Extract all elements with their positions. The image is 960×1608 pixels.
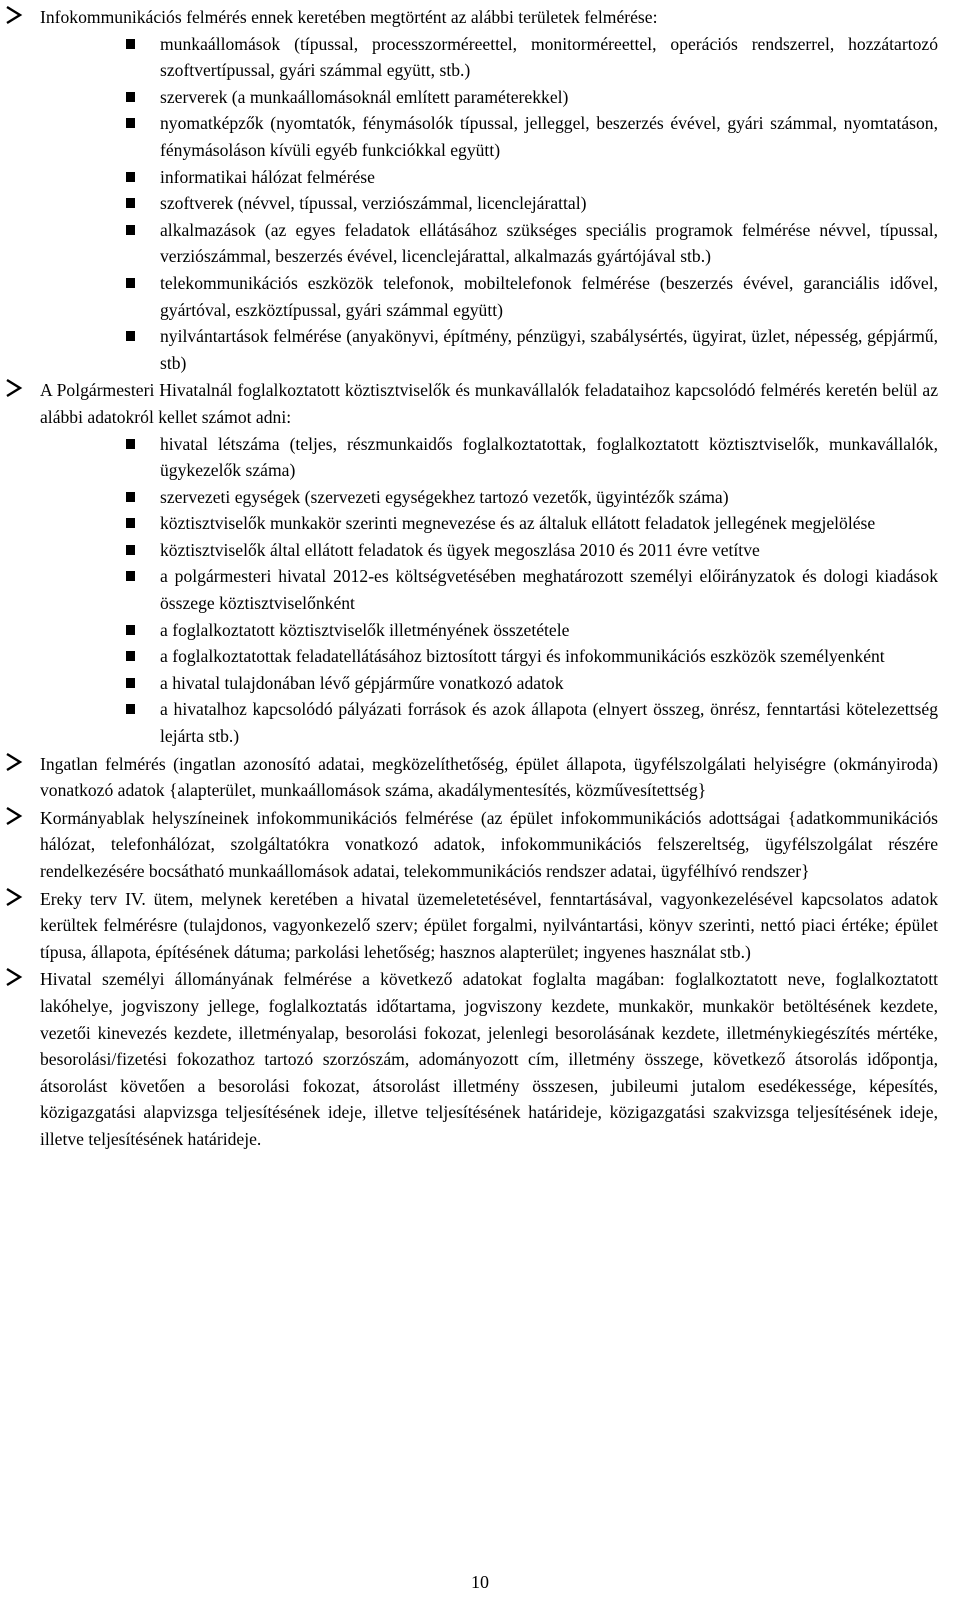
list-item xyxy=(4,484,938,511)
section-text: Hivatal személyi állományának felmérése a következő adatokat foglalta magában: foglalkoztatott neve, foglalkoztatott lakóhelye, jogviszony jellege, foglalkoztatás időtartama, jogviszony kezdete, munkakör, munkakör betöltésének kezdete, vezetői kinevezés kezdete, illetményalap, besorolási fokozat, jelenlegi besorolásának kezdete, illetménykiegészítés mértéke, besorolási/fizetési fokozathoz tartozó szorzószám, adományozott cím, illetmény összege, következő átsorolás időpontja, átsorolást követően a besorolási fokozat, átsorolást illetmény összesen, jubileumi jutalom esedékessége, képesítés, közigazgatási alapvizsga teljesítésének ideje, illetve teljesítésének határideje, közigazgatási szakvizsga teljesítésének ideje, illetve teljesítésének határideje. xyxy=(40,969,938,1149)
square-bullet-icon xyxy=(126,331,135,341)
list-item-text: köztisztviselők munkakör szerinti megnevezése és az általuk ellátott feladatok jellegének megjelölése xyxy=(160,513,876,534)
square-bullet-icon xyxy=(126,92,135,102)
list-item xyxy=(4,31,938,84)
square-bullet-icon xyxy=(126,198,135,208)
list-item-text: a foglalkoztatott köztisztviselők illetményének összetétele xyxy=(160,619,570,640)
section-paragraph xyxy=(4,886,938,966)
list-item-text: nyomatképzők (nyomtatók, fénymásolók típussal, jelleggel, beszerzés évével, gyári számmal, nyomtatáson, fénymásoláson kívüli egyéb funkciókkal együtt) xyxy=(160,113,938,160)
list-item-text: a polgármesteri hivatal 2012-es költségvetésében meghatározott személyi előirányzatok és dologi kiadások összege köztisztviselőnként xyxy=(160,566,938,614)
list-item xyxy=(4,217,938,270)
list-item-text: nyilvántartások felmérése (anyakönyvi, építmény, pénzügyi, szabálysértés, ügyirat, üzlet, népesség, gépjármű, stb) xyxy=(160,326,938,373)
document-body xyxy=(4,4,938,1153)
section-text: Ereky terv IV. ütem, melynek keretében a hivatal üzemeletetésével, fenntartásával, vagyonkezelésével kapcsolatos adatok kerültek felmérésre (tulajdonos, vagyonkezelő szerv; épület forgalmi, nyilvántartási, könyv szerinti, nettó piaci értéke; épület típusa, állapota, építésének dátuma; parkolási lehetőség; hasznos alapterület; ingyenes használat stb.) xyxy=(40,888,938,962)
section-text: Kormányablak helyszíneinek infokommunikációs felmérése (az épület infokommunikációs adottságai {adatkommunikációs hálózat, telefonhálózat, szolgáltatókra vonatkozó adatok, infokommunikációs felszereltség, ügyfélszolgálat részére rendelkezésére bocsátható munkaállomások adatai, telekommunikációs rendszer adatai, ügyfélhívó rendszer} xyxy=(40,807,938,881)
square-bullet-icon xyxy=(126,225,135,235)
list-item xyxy=(4,670,938,697)
list-item xyxy=(4,84,938,111)
list-item-text: a foglalkoztatottak feladatellátásához biztosított tárgyi és infokommunikációs eszközök személyenként xyxy=(160,646,885,667)
list-item-text: a hivatalhoz kapcsolódó pályázati források és azok állapota (elnyert összeg, önrész, fenntartási kötelezettség lejárta stb.) xyxy=(160,699,938,747)
list-item xyxy=(4,537,938,564)
square-bullet-icon xyxy=(126,439,135,449)
square-bullet-icon xyxy=(126,278,135,288)
section-paragraph xyxy=(4,4,938,376)
section-text: Infokommunikációs felmérés ennek keretében megtörtént az alábbi területek felmérése: xyxy=(40,7,658,27)
list-item xyxy=(4,563,938,616)
list-item xyxy=(4,696,938,749)
square-bullet-icon xyxy=(126,651,135,661)
list-item-text: szerverek (a munkaállomásoknál említett paraméterekkel) xyxy=(160,86,569,107)
list-item-text: szoftverek (névvel, típussal, verziószámmal, licenclejárattal) xyxy=(160,193,587,214)
square-bullet-icon xyxy=(126,625,135,635)
square-bullet-icon xyxy=(126,39,135,49)
section-paragraph xyxy=(4,751,938,804)
square-bullet-icon xyxy=(126,571,135,581)
square-bullet-icon xyxy=(126,678,135,688)
list-item-text: alkalmazások (az egyes feladatok ellátásához szükséges speciális programok felmérése névvel, típussal, verziószámmal, beszerzés évével, licenclejárattal, alkalmazás gyártójával stb.) xyxy=(160,219,938,267)
list-item-text: telekommunikációs eszközök telefonok, mobiltelefonok felmérése (beszerzés évével, garanciális idővel, gyártóval, eszköztípussal, gyári számmal együtt) xyxy=(160,272,938,320)
arrow-bullet-icon xyxy=(4,886,28,912)
list-item xyxy=(4,431,938,484)
square-bullet-icon xyxy=(126,704,135,714)
arrow-bullet-icon xyxy=(4,751,28,777)
list-item-text: hivatal létszáma (teljes, részmunkaidős foglalkoztatottak, foglalkoztatott köztisztviselők, munkavállalók, ügykezelők száma) xyxy=(160,433,938,481)
list-item xyxy=(4,323,938,376)
list-item-text: informatikai hálózat felmérése xyxy=(160,166,375,187)
sub-list xyxy=(40,431,938,750)
square-bullet-icon xyxy=(126,492,135,502)
list-item-text: a hivatal tulajdonában lévő gépjárműre vonatkozó adatok xyxy=(160,672,564,693)
square-bullet-icon xyxy=(126,118,135,128)
list-item-text: munkaállomások (típussal, processzorméreettel, monitorméreettel, operációs rendszerrel, hozzátartozó szoftvertípussal, gyári számmal együtt, stb.) xyxy=(160,33,938,81)
sub-list xyxy=(40,31,938,377)
list-item xyxy=(4,617,938,644)
list-item xyxy=(4,510,938,537)
section-text: Ingatlan felmérés (ingatlan azonosító adatai, megközelíthetőség, épület állapota, ügyfélszolgálati helyiségre (okmányiroda) vonatkozó adatok {alapterület, munkaállomások száma, akadálymentesítés, közművesítettség} xyxy=(40,753,938,801)
section-paragraph xyxy=(4,805,938,885)
list-item xyxy=(4,190,938,217)
page-number: 10 xyxy=(471,1572,489,1592)
arrow-bullet-icon xyxy=(4,377,28,403)
list-item xyxy=(4,164,938,191)
square-bullet-icon xyxy=(126,518,135,528)
list-item-text: köztisztviselők által ellátott feladatok és ügyek megoszlása 2010 és 2011 évre vetítve xyxy=(160,539,760,560)
arrow-bullet-icon xyxy=(4,966,28,992)
square-bullet-icon xyxy=(126,545,135,555)
arrow-bullet-icon xyxy=(4,805,28,831)
square-bullet-icon xyxy=(126,172,135,182)
arrow-bullet-icon xyxy=(4,4,28,30)
section-text: A Polgármesteri Hivatalnál foglalkoztatott köztisztviselők és munkavállalók feladataihoz kapcsolódó felmérés keretén belül az alábbi adatokról kellet számot adni: xyxy=(40,380,938,427)
list-item xyxy=(4,270,938,323)
section-paragraph xyxy=(4,377,938,749)
list-item xyxy=(4,643,938,670)
list-item xyxy=(4,110,938,163)
list-item-text: szervezeti egységek (szervezeti egységekhez tartozó vezetők, ügyintézők száma) xyxy=(160,486,729,507)
section-paragraph xyxy=(4,966,938,1152)
